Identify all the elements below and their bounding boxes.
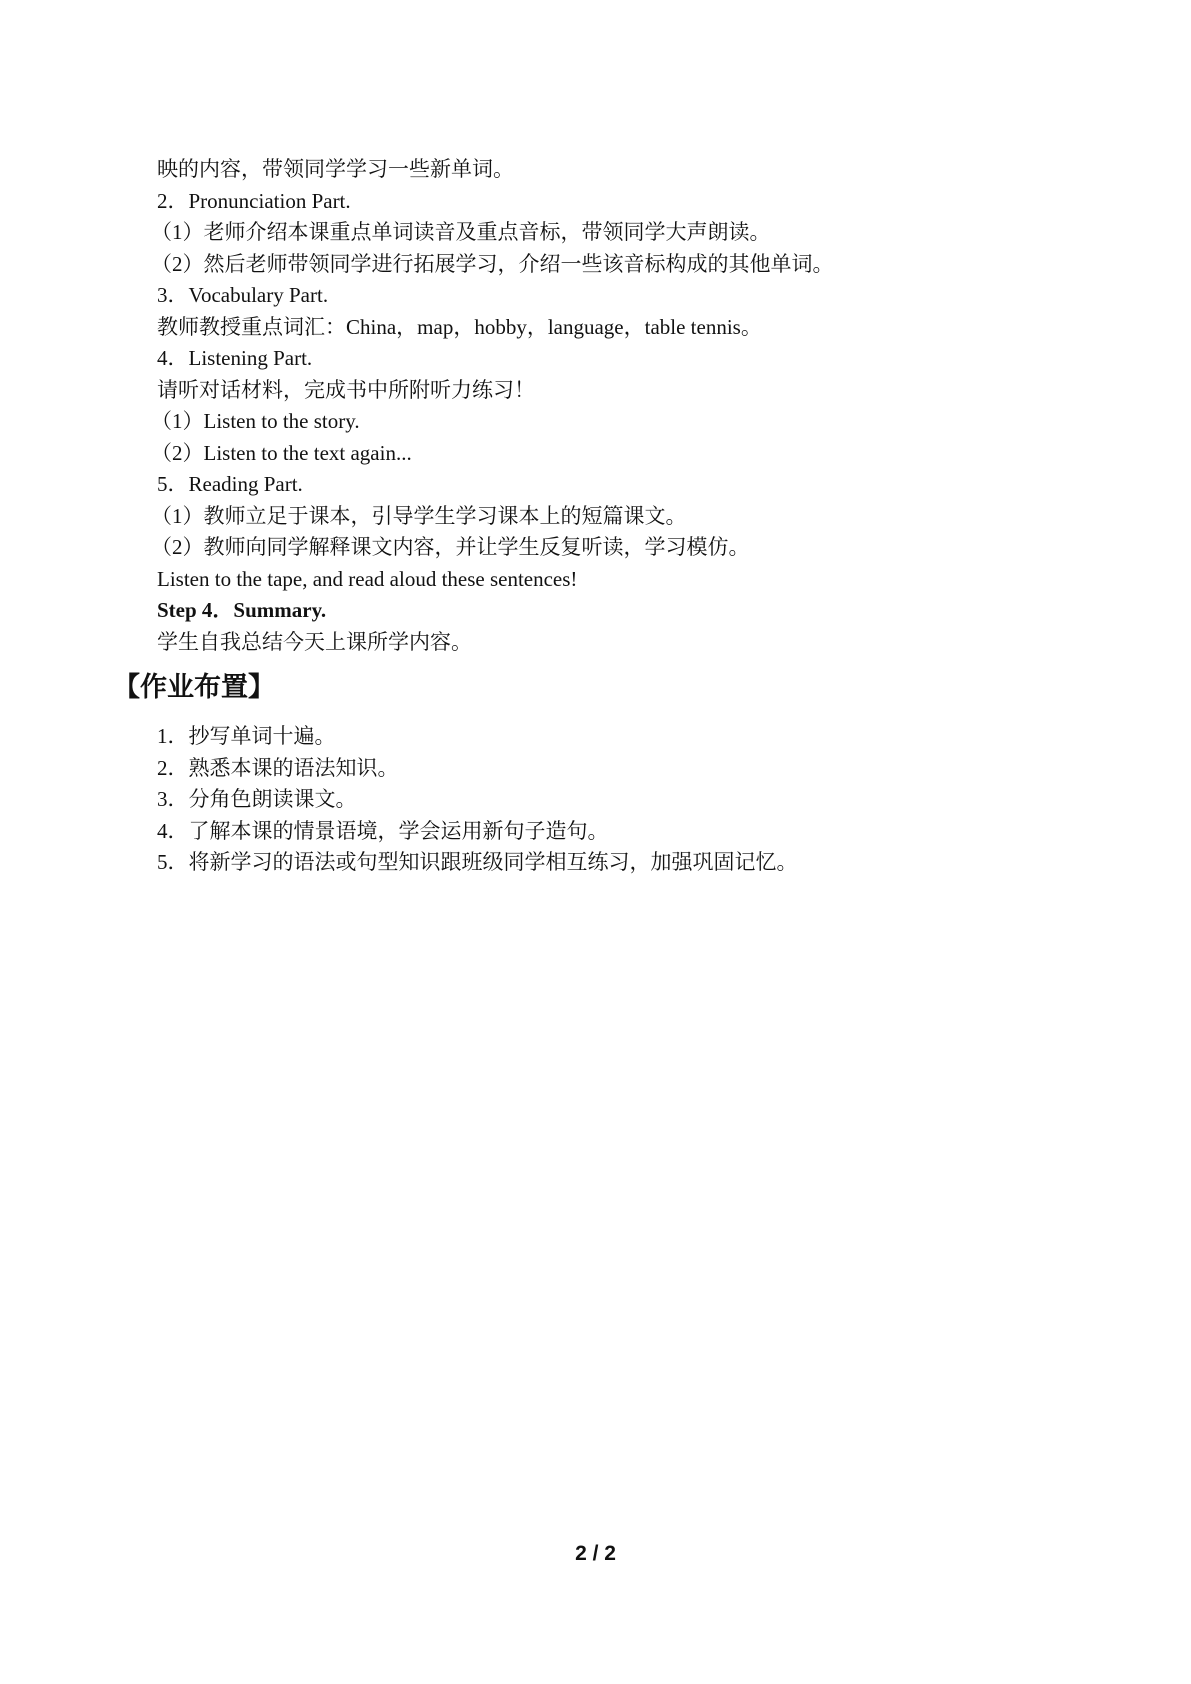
homework-item-3: 3．分角色朗读课文。 [157,787,357,811]
homework-heading: 【作业布置】 [113,672,275,703]
homework-item-1: 1．抄写单词十遍。 [157,724,336,748]
body-line-continuation: 映的内容，带领同学学习一些新单词。 [157,157,514,181]
homework-item-2: 2．熟悉本课的语法知识。 [157,756,399,780]
homework-item-4: 4．了解本课的情景语境，学会运用新句子造句。 [157,819,609,843]
pronunciation-item-1: （1）老师介绍本课重点单词读音及重点音标，带领同学大声朗读。 [151,220,771,244]
reading-item-1: （1）教师立足于课本，引导学生学习课本上的短篇课文。 [151,504,687,528]
homework-item-5: 5．将新学习的语法或句型知识跟班级同学相互练习，加强巩固记忆。 [157,850,798,874]
step-4-heading: Step 4．Summary. [157,598,327,622]
pronunciation-part-heading: 2．Pronunciation Part. [157,189,351,213]
listening-part-heading: 4．Listening Part. [157,346,313,370]
reading-part-heading: 5．Reading Part. [157,472,303,496]
pronunciation-item-2: （2）然后老师带领同学进行拓展学习，介绍一些该音标构成的其他单词。 [151,252,834,276]
reading-item-2: （2）教师向同学解释课文内容，并让学生反复听读，学习模仿。 [151,535,750,559]
reading-instruction: Listen to the tape, and read aloud these sentences! [157,567,578,591]
vocabulary-part-heading: 3．Vocabulary Part. [157,283,329,307]
vocabulary-words: 教师教授重点词汇：China，map，hobby，language，table tennis。 [157,315,762,339]
listening-item-2: （2）Listen to the text again... [151,441,412,465]
listening-instruction: 请听对话材料，完成书中所附听力练习！ [157,378,535,402]
summary-text: 学生自我总结今天上课所学内容。 [157,630,472,654]
page-number: 2 / 2 [575,1542,616,1565]
listening-item-1: （1）Listen to the story. [151,409,360,433]
